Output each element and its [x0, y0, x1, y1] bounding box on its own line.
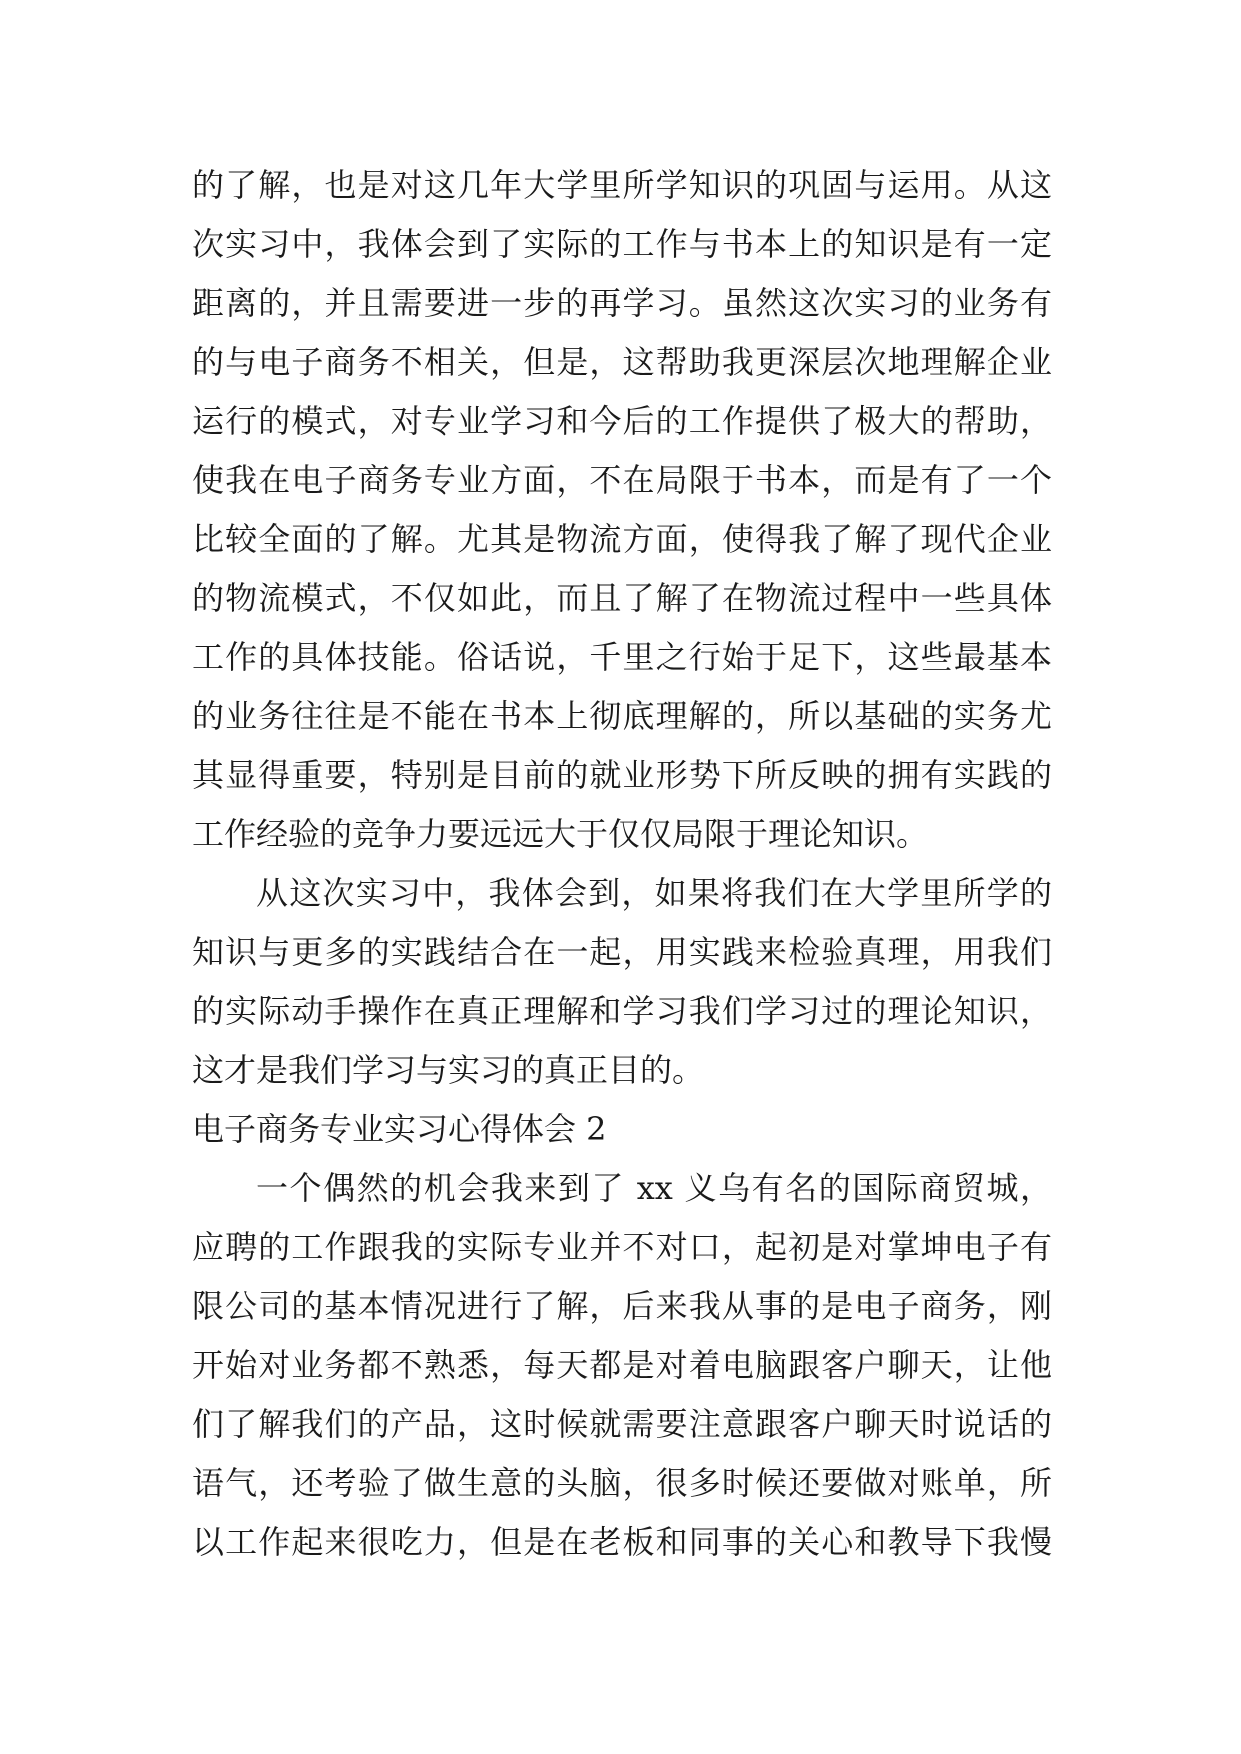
text-line: 的实际动手操作在真正理解和学习我们学习过的理论知识， — [192, 992, 1052, 1030]
text-line: 次实习中，我体会到了实际的工作与书本上的知识是有一定 — [192, 225, 1052, 263]
text-line: 们了解我们的产品，这时候就需要注意跟客户聊天时说话的 — [192, 1405, 1052, 1443]
document-body — [192, 156, 1052, 1572]
paragraph-1 — [192, 156, 1052, 864]
text-line: 工作的具体技能。俗话说，千里之行始于足下，这些最基本 — [192, 638, 1052, 676]
text-line: 开始对业务都不熟悉，每天都是对着电脑跟客户聊天，让他 — [192, 1346, 1052, 1384]
text-line: 限公司的基本情况进行了解，后来我从事的是电子商务，刚 — [192, 1287, 1052, 1325]
text-line: 工作经验的竞争力要远远大于仅仅局限于理论知识。 — [192, 815, 929, 853]
text-line: 以工作起来很吃力，但是在老板和同事的关心和教导下我慢 — [192, 1523, 1052, 1561]
text-line: 一个偶然的机会我来到了 xx 义乌有名的国际商贸城， — [256, 1169, 1052, 1207]
section-heading: 电子商务专业实习心得体会 2 — [192, 1110, 607, 1148]
text-line: 的与电子商务不相关，但是，这帮助我更深层次地理解企业 — [192, 343, 1052, 381]
paragraph-3 — [192, 1159, 1052, 1572]
text-line: 比较全面的了解。尤其是物流方面，使得我了解了现代企业 — [192, 520, 1052, 558]
text-line: 的了解，也是对这几年大学里所学知识的巩固与运用。从这 — [192, 166, 1052, 204]
text-line: 的业务往往是不能在书本上彻底理解的，所以基础的实务尤 — [192, 697, 1052, 735]
text-line: 从这次实习中，我体会到，如果将我们在大学里所学的 — [256, 874, 1052, 912]
text-line: 使我在电子商务专业方面，不在局限于书本，而是有了一个 — [192, 461, 1052, 499]
text-line: 这才是我们学习与实习的真正目的。 — [192, 1051, 705, 1089]
paragraph-2 — [192, 864, 1052, 1100]
text-line: 的物流模式，不仅如此，而且了解了在物流过程中一些具体 — [192, 579, 1052, 617]
text-line: 知识与更多的实践结合在一起，用实践来检验真理，用我们 — [192, 933, 1052, 971]
text-line: 其显得重要，特别是目前的就业形势下所反映的拥有实践的 — [192, 756, 1052, 794]
text-line: 运行的模式，对专业学习和今后的工作提供了极大的帮助， — [192, 402, 1052, 440]
text-line: 语气，还考验了做生意的头脑，很多时候还要做对账单，所 — [192, 1464, 1052, 1502]
text-line: 距离的，并且需要进一步的再学习。虽然这次实习的业务有 — [192, 284, 1052, 322]
text-line: 应聘的工作跟我的实际专业并不对口，起初是对掌坤电子有 — [192, 1228, 1052, 1266]
